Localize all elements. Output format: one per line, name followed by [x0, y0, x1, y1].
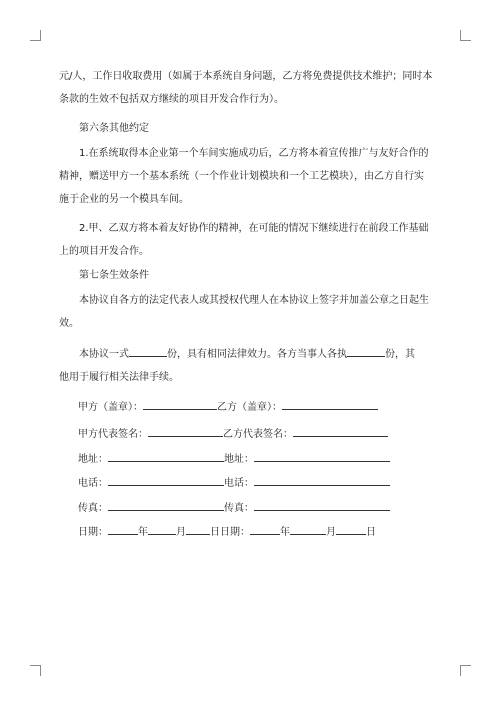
- party-a-phone-field[interactable]: [108, 474, 224, 486]
- party-b-fax-field[interactable]: [254, 499, 390, 511]
- text-line: 2.甲、乙双方将本着友好协作的精神，在可能的情况下继续进行在前段工作基础: [79, 223, 429, 234]
- fax-row: [78, 499, 390, 516]
- phone-label: 电话：: [224, 478, 254, 489]
- paragraph-fee-terms: [59, 65, 449, 111]
- year-label: 年: [138, 527, 148, 538]
- party-a-day-field[interactable]: [186, 523, 210, 535]
- crop-mark-bottom-left: [30, 665, 41, 676]
- party-b-seal-label: 乙方（盖章）：: [217, 402, 282, 413]
- month-label: 月: [176, 527, 186, 538]
- party-a-address-field[interactable]: [108, 450, 224, 462]
- seal-row: [78, 398, 378, 415]
- text-fragment: 份，其: [385, 349, 415, 360]
- party-b-rep-field[interactable]: [293, 425, 388, 437]
- each-party-copies-blank[interactable]: [347, 345, 385, 357]
- heading-text: 第六条其他约定: [79, 123, 149, 134]
- section-heading-7: [59, 264, 449, 287]
- representative-row: [78, 425, 388, 442]
- party-b-year-field[interactable]: [250, 523, 280, 535]
- party-a-rep-label: 甲方代表签名：: [78, 429, 148, 440]
- party-b-seal-field[interactable]: [282, 398, 378, 410]
- text-line: 元/人，工作日收取费用（如属于本系统自身问题，乙方将免费提供技术维护；同时本: [59, 71, 433, 82]
- party-a-fax-field[interactable]: [108, 499, 224, 511]
- heading-text: 第七条生效条件: [79, 270, 149, 281]
- text-fragment: 本协议一式: [79, 349, 129, 360]
- text-line: 本协议自各方的法定代表人或其授权代理人在本协议上签字并加盖公章之日起生: [79, 295, 429, 306]
- party-a-rep-field[interactable]: [148, 425, 223, 437]
- paragraph-clause-2: [59, 217, 449, 263]
- crop-mark-top-left: [30, 30, 41, 41]
- party-a-year-field[interactable]: [108, 523, 138, 535]
- day-date-label: 日日期：: [210, 527, 250, 538]
- paragraph-effective: [59, 289, 449, 335]
- text-line: 上的项目开发合作。: [59, 246, 149, 257]
- party-a-seal-label: 甲方（盖章）：: [78, 402, 143, 413]
- address-label: 地址：: [78, 454, 108, 465]
- text-line: 1.在系统取得本企业第一个车间实施成功后，乙方将本着宣传推广与友好合作的: [79, 148, 429, 159]
- text-line: 他用于履行相关法律手续。: [59, 372, 179, 383]
- fax-label: 传真：: [78, 503, 108, 514]
- year-label: 年: [280, 527, 290, 538]
- section-heading-6: [59, 117, 449, 140]
- text-line: 条款的生效不包括双方继续的项目开发合作行为）。: [59, 94, 284, 105]
- date-row: [78, 523, 376, 540]
- phone-row: [78, 474, 390, 491]
- paragraph-copies: [59, 343, 449, 389]
- text-line: 精神，赠送甲方一个基本系统（一个作业计划模块和一个工艺模块），由乙方自行实: [59, 171, 424, 182]
- phone-label: 电话：: [78, 478, 108, 489]
- party-a-month-field[interactable]: [148, 523, 176, 535]
- address-row: [78, 450, 390, 467]
- date-label: 日期：: [78, 527, 108, 538]
- text-line: 施于企业的另一个模具车间。: [59, 194, 189, 205]
- month-label: 月: [326, 527, 336, 538]
- crop-mark-top-right: [460, 30, 471, 41]
- day-label: 日: [366, 527, 376, 538]
- paragraph-clause-1: [59, 142, 449, 211]
- crop-mark-bottom-right: [460, 665, 471, 676]
- address-label: 地址：: [224, 454, 254, 465]
- party-b-phone-field[interactable]: [254, 474, 390, 486]
- text-fragment: 份，具有相同法律效力。各方当事人各执: [167, 349, 347, 360]
- party-b-address-field[interactable]: [254, 450, 390, 462]
- party-a-seal-field[interactable]: [143, 398, 217, 410]
- fax-label: 传真：: [224, 503, 254, 514]
- party-b-day-field[interactable]: [336, 523, 366, 535]
- copies-blank[interactable]: [129, 345, 167, 357]
- text-line: 效。: [59, 318, 79, 329]
- party-b-rep-label: 乙方代表签名：: [223, 429, 293, 440]
- party-b-month-field[interactable]: [290, 523, 326, 535]
